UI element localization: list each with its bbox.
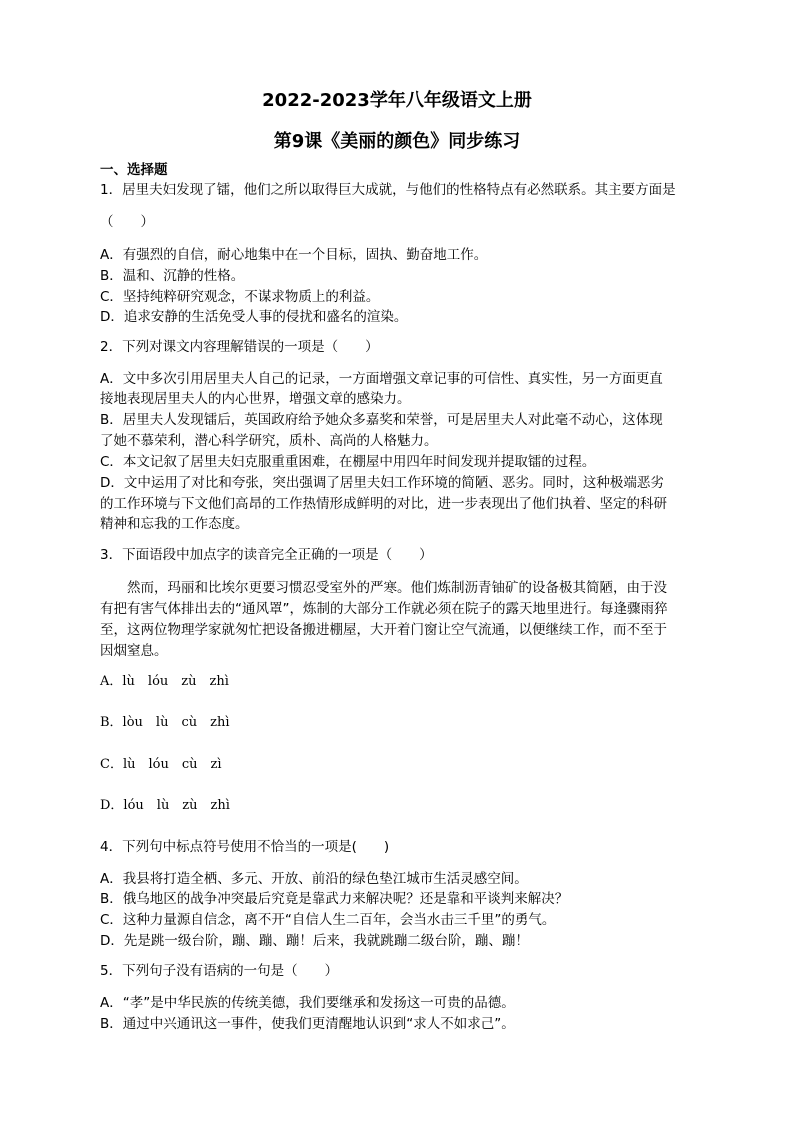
question-1-option-b: B．温和、沉静的性格。 [100, 268, 245, 284]
question-5-stem: 5．下列句子没有语病的一句是（ ） [100, 963, 339, 979]
question-4-option-b: B．俄乌地区的战争冲突最后究竟是靠武力来解决呢？还是靠和平谈判来解决？ [100, 891, 569, 907]
question-3-option-d: D．lóu lù zù zhì [100, 798, 230, 813]
question-1-stem: 1．居里夫妇发现了镭，他们之所以取得巨大成就，与他们的性格特点有必然联系。其主要方面是 [100, 182, 676, 198]
question-3-option-a: A．lù lóu zù zhì [100, 674, 229, 689]
question-2-line: C．本文记叙了居里夫妇克服重重困难，在棚屋中用四年时间发现并提取镭的过程。 [100, 454, 596, 470]
question-5-option-a: A．“孝”是中华民族的传统美德，我们要继承和发扬这一可贵的品德。 [100, 995, 515, 1011]
question-2-line: D．文中运用了对比和夸张，突出强调了居里夫妇工作环境的简陋、恶劣。同时，这种极端恶劣 [100, 475, 664, 491]
question-1-bracket: （ ） [100, 214, 154, 230]
question-4-option-a: A．我县将打造全栖、多元、开放、前沿的绿色垫江城市生活灵感空间。 [100, 871, 528, 887]
question-2-line: B．居里夫人发现镭后，英国政府给予她众多嘉奖和荣誉，可是居里夫人对此毫不动心，这体现 [100, 412, 663, 428]
question-3-passage-line: 至，这两位物理学家就匆忙把设备搬进棚屋，大开着门窗让空气流通，以便继续工作，而不至于 [100, 622, 667, 638]
question-1-option-c: C．坚持纯粹研究观念，不谋求物质上的利益。 [100, 289, 380, 305]
question-1-option-a: A．有强烈的自信，耐心地集中在一个目标，固执、勤奋地工作。 [100, 247, 488, 263]
question-3-option-b: B．lòu lù cù zhì [100, 715, 230, 730]
lesson-title: 第9课《美丽的颜色》同步练习 [273, 131, 521, 152]
document-title: 2022-2023学年八年级语文上册 [262, 90, 532, 111]
question-3-passage-line: 然而，玛丽和比埃尔更要习惯忍受室外的严寒。他们炼制沥青铀矿的设备极其简陋，由于没 [100, 580, 667, 596]
question-3-passage-line: 有把有害气体排出去的“通风罩”，炼制的大部分工作就必须在院子的露天地里进行。每逢骤雨猝 [100, 601, 668, 617]
question-1-option-d: D．追求安静的生活免受人事的侵扰和盛名的渲染。 [100, 309, 408, 325]
question-3-option-c: C．lù lóu cù zì [100, 757, 222, 772]
question-3-passage-line: 因烟窒息。 [100, 643, 168, 659]
question-5-option-b: B．通过中兴通讯这一事件，使我们更清醒地认识到“求人不如求己”。 [100, 1016, 515, 1032]
question-2-line: 精神和忘我的工作态度。 [100, 516, 249, 532]
question-2-line: A．文中多次引用居里夫人自己的记录，一方面增强文章记事的可信性、真实性，另一方面更直 [100, 371, 663, 387]
question-2-line: 了她不慕荣利，潜心科学研究，质朴、高尚的人格魅力。 [100, 433, 438, 449]
question-4-option-d: D．先是跳一级台阶，蹦、蹦、蹦！后来，我就跳蹦二级台阶，蹦、蹦！ [100, 933, 529, 949]
question-2-line: 的工作环境与下文他们高昂的工作热情形成鲜明的对比，进一步表现出了他们执着、坚定的科研 [100, 496, 667, 512]
question-4-option-c: C．这种力量源自信念，离不开“自信人生二百年，会当水击三千里”的勇气。 [100, 912, 556, 928]
question-3-stem: 3．下面语段中加点字的读音完全正确的一项是（ ） [100, 547, 433, 563]
question-4-stem: 4．下列句中标点符号使用不恰当的一项是( ) [100, 839, 390, 855]
question-2-stem: 2．下列对课文内容理解错误的一项是（ ） [100, 339, 379, 355]
question-2-line: 接地表现居里夫人的内心世界，增强文章的感染力。 [100, 391, 411, 407]
section-heading: 一、选择题 [100, 162, 168, 178]
